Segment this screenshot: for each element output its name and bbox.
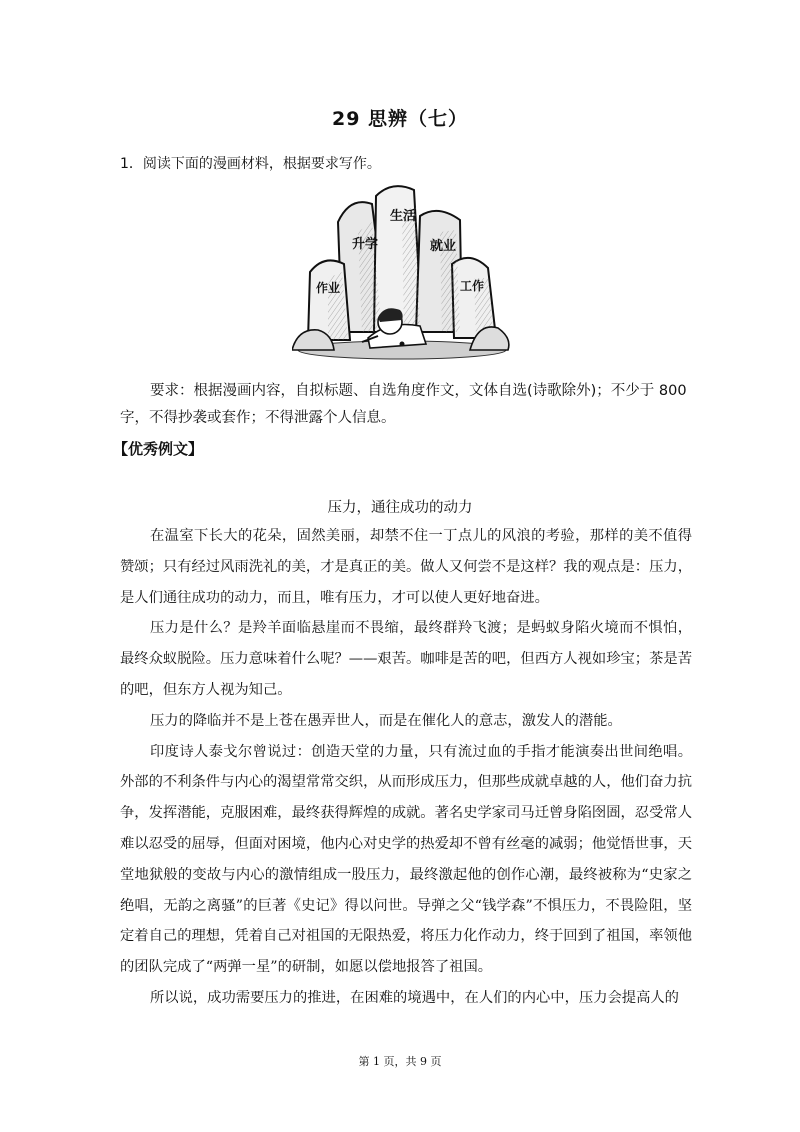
rock-label-jiuye: 就业 bbox=[430, 239, 457, 254]
essay-paragraph-5: 所以说，成功需要压力的推进，在困难的境遇中，在人们的内心中，压力会提高人的 bbox=[150, 989, 679, 1006]
rock-label-zuoye: 作业 bbox=[316, 281, 341, 295]
requirement-line-2: 字，不得抄袭或套作；不得泄露个人信息。 bbox=[120, 410, 396, 426]
essay-paragraph-2: 压力是什么？是羚羊面临悬崖而不畏缩，最终群羚飞渡；是蚂蚁身陷火境而不惧怕，最终众蚁脱险。压力意味着什么呢？——艰苦。咖啡是苦的吧，但西方人视如珍宝；茶是苦的吧，但东方人视为知己。 bbox=[120, 620, 692, 698]
sample-essay-heading: 【优秀例文】 bbox=[113, 440, 204, 458]
cartoon-illustration bbox=[292, 182, 512, 362]
page-footer: 第 1 页，共 9 页 bbox=[358, 1055, 442, 1068]
question-prompt: 1．阅读下面的漫画材料，根据要求写作。 bbox=[120, 156, 381, 172]
document-title: 29 思辨（七） bbox=[331, 108, 469, 130]
requirement-line-1: 要求：根据漫画内容，自拟标题、自选角度作文，文体自选(诗歌除外)；不少于 800 bbox=[150, 383, 687, 399]
essay-title: 压力，通往成功的动力 bbox=[327, 500, 473, 516]
essay-body bbox=[120, 521, 692, 1014]
rock-label-shengxue: 升学 bbox=[352, 237, 379, 252]
writing-requirement bbox=[120, 378, 690, 432]
rock-label-gongzuo: 工作 bbox=[460, 279, 485, 293]
essay-paragraph-4: 印度诗人泰戈尔曾说过：创造天堂的力量，只有流过血的手指才能演奏出世间绝唱。外部的不利条件与内心的渴望常常交织，从而形成压力，但那些成就卓越的人，他们奋力抗争，发挥潜能，克服困难，最终获得辉煌的成就。著名史学家司马迁曾身陷囹圄，忍受常人难以忍受的屈辱，但面对困境，他内心对史学的热爱却不曾有丝毫的减弱；他觉悟世事，天堂地狱般的变故与内心的激情组成一股压力，最终激起他的创作心潮，最终被称为“史家之绝唱，无韵之离骚”的巨著《史记》得以问世。导弹之父“钱学森”不惧压力，不畏险阻，坚定着自己的理想，凭着自己对祖国的无限热爱，将压力化作动力，终于回到了祖国，率领他的团队完成了“两弹一星”的研制，如愿以偿地报答了祖国。 bbox=[120, 743, 692, 976]
essay-paragraph-3: 压力的降临并不是上苍在愚弄世人，而是在催化人的意志，激发人的潜能。 bbox=[150, 712, 622, 729]
rock-label-shenghuo: 生活 bbox=[390, 209, 417, 224]
essay-paragraph-1: 在温室下长大的花朵，固然美丽，却禁不住一丁点儿的风浪的考验，那样的美不值得赞颂；只有经过风雨洗礼的美，才是真正的美。做人又何尝不是这样？我的观点是：压力，是人们通往成功的动力，而且，唯有压力，才可以使人更好地奋进。 bbox=[120, 528, 692, 606]
